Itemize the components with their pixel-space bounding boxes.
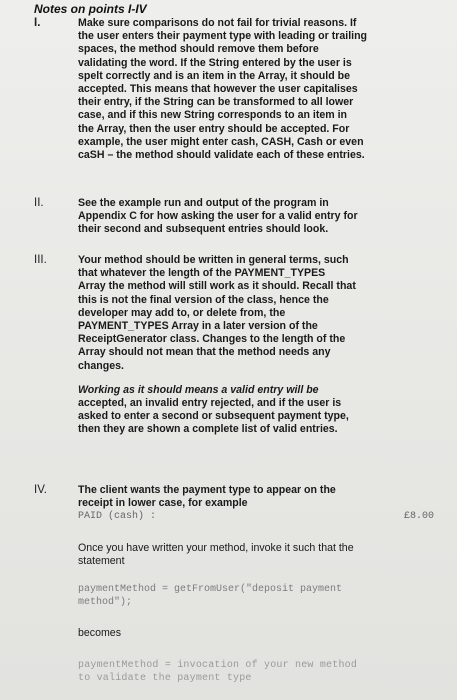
point-numeral: III.	[34, 254, 47, 266]
text-line: Array should not mean that the method needs any	[78, 346, 331, 359]
text-line: the user enters their payment type with leading or trailing	[78, 30, 368, 43]
code-line: to validate the payment type	[78, 672, 252, 684]
becomes-label: becomes	[78, 627, 121, 639]
text-line: receipt in lower case, for example	[78, 497, 248, 510]
text-line: asked to enter a second or subsequent payment type,	[78, 410, 349, 423]
text-line: their entry, if the String can be transformed to all lower	[78, 96, 354, 109]
text-line: Appendix C for how asking the user for a valid entry for	[78, 210, 358, 223]
text-line: Your method should be written in general terms, such	[78, 254, 349, 266]
text-line: case, and if this new String corresponds to an item in	[78, 109, 348, 122]
text-line: developer may add to, or delete from, the	[78, 306, 286, 319]
point-body	[78, 254, 434, 437]
text-line: The client wants the payment type to appear on the	[78, 484, 336, 496]
text-line: accepted, an invalid entry rejected, and if the user is	[78, 397, 342, 410]
point-numeral: IV.	[34, 484, 48, 496]
text-line: Make sure comparisons do not fail for trivial reasons. If	[78, 17, 357, 29]
point-body	[78, 17, 434, 162]
point-numeral: II.	[34, 197, 44, 209]
text-line: example, the user might enter cash, CASH, Cash or even	[78, 135, 364, 148]
text-line: Once you have written your method, invoke it such that the	[78, 542, 354, 554]
text-line: statement	[78, 555, 125, 568]
text-line: changes.	[78, 359, 124, 372]
text-line: the Array, then the user entry should be accepted. For	[78, 122, 350, 135]
receipt-amount: £8.00	[403, 511, 434, 523]
text-line: ReceiptGenerator class. Changes to the length of the	[78, 333, 346, 346]
receipt-label: PAID (cash) :	[78, 511, 157, 523]
text-line: PAYMENT_TYPES Array in a later version of the	[78, 320, 318, 333]
code-line: method");	[78, 596, 133, 608]
receipt-example	[78, 511, 434, 522]
text-line: that whatever the length of the PAYMENT_TYPES	[78, 267, 326, 280]
code-after	[78, 660, 428, 685]
code-before	[78, 584, 428, 609]
invoke-intro	[78, 542, 434, 568]
text-line: Array the method will still work as it should. Recall that	[78, 280, 356, 293]
italic-note	[78, 384, 434, 437]
code-line: paymentMethod = invocation of your new method	[78, 660, 358, 671]
text-line: Working as it should means a valid entry will be	[78, 383, 319, 396]
text-line: accepted. This means that however the user capitalises	[78, 83, 358, 96]
point-numeral: I.	[34, 17, 41, 29]
text-line: this is not the final version of the class, hence the	[78, 293, 329, 306]
text-line: validating the word. If the String entered by the user is	[78, 56, 352, 69]
text-line: spaces, the method should remove them before	[78, 43, 319, 56]
point-body	[78, 484, 434, 522]
text-line: then they are shown a complete list of valid entries.	[78, 423, 338, 436]
point-body	[78, 197, 434, 237]
code-line: paymentMethod = getFromUser("deposit payment	[78, 584, 343, 595]
text-line: spelt correctly and is an item in the Array, it should be	[78, 69, 350, 82]
text-line: See the example run and output of the program in	[78, 197, 329, 209]
notes-title: Notes on points I-IV	[34, 2, 147, 16]
text-line: their second and subsequent entries should look.	[78, 223, 329, 236]
text-line: caSH – the method should validate each of these entries.	[78, 149, 365, 162]
